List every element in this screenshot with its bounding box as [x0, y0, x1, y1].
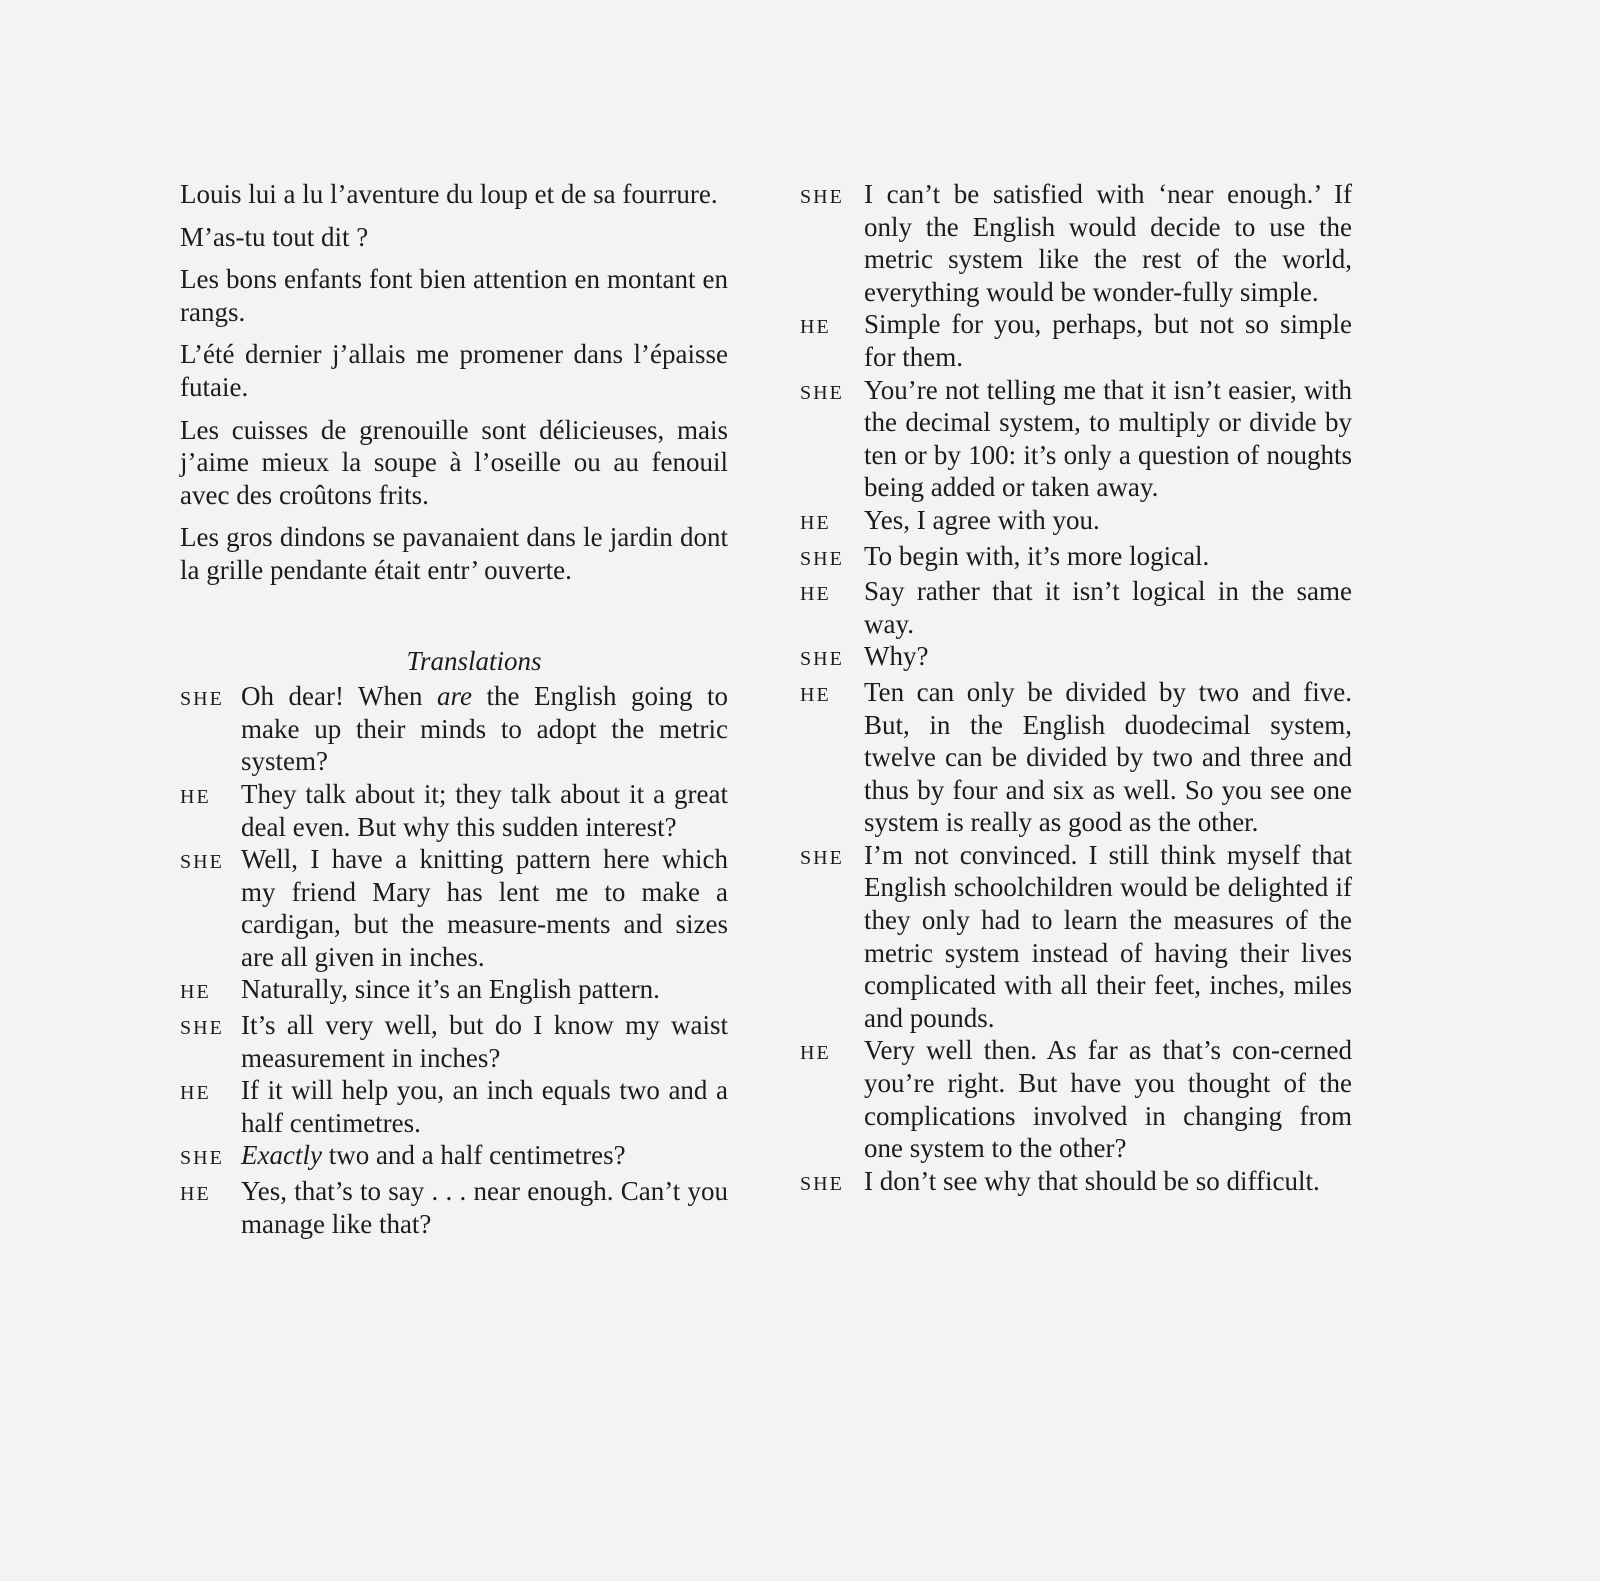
dialogue-line: [800, 1034, 1352, 1164]
french-sentence: Louis lui a lu l’aventure du loup et de sa fourrure.: [180, 179, 718, 209]
speaker-label: SHE: [800, 381, 844, 404]
dialogue-line: [800, 540, 1352, 576]
dialogue-text: I can’t be satisfied with ‘near enough.’ If only the English would decide to use the metric system like the rest of the world, everything would be wonder-fully simple.: [864, 179, 1352, 307]
right-column: [800, 178, 1352, 1200]
dialogue-text: Oh dear! When are the English going to make up their minds to adopt the metric system?: [241, 681, 728, 777]
dialogue-line: [800, 504, 1352, 540]
dialogue-text: Yes, I agree with you.: [864, 504, 1100, 535]
dialogue-text: To begin with, it’s more logical.: [864, 540, 1210, 571]
speaker-label: HE: [180, 1082, 211, 1105]
dialogue-text: Ten can only be divided by two and five. But, in the English duodecimal system, twelve can be divided by two and three and thus by four and six as well. So you see one system is really as good as the other.: [864, 676, 1352, 838]
dialogue-line: [180, 1175, 728, 1240]
left-column: [180, 178, 728, 1240]
dialogue-line: [800, 640, 1352, 676]
translations-heading: Translations: [406, 645, 542, 676]
dialogue-line: [800, 575, 1352, 640]
speaker-label: SHE: [800, 846, 844, 869]
dialogue-text: Yes, that’s to say . . . near enough. Can’t you manage like that?: [241, 1176, 728, 1239]
speaker-label: HE: [180, 981, 211, 1004]
french-sentence: M’as-tu tout dit ?: [180, 221, 369, 252]
speaker-label: SHE: [180, 1147, 224, 1170]
dialogue-line: [180, 778, 728, 843]
dialogue-line: [800, 178, 1352, 308]
french-sentence: Les cuisses de grenouille sont délicieuses, mais j’aime mieux la soupe à l’oseille ou au fenouil avec des croûtons frits.: [180, 414, 728, 510]
french-sentence: Les gros dindons se pavanaient dans le jardin dont la grille pendante était entr’ ouverte.: [180, 522, 728, 585]
dialogue-line: [800, 308, 1352, 373]
dialogue-text: You’re not telling me that it isn’t easier, with the decimal system, to multiply or divide by ten or by 100: it’s only a question of noughts being added or taken away.: [864, 374, 1352, 503]
speaker-label: SHE: [800, 648, 844, 671]
dialogue-right: [800, 178, 1352, 1200]
speaker-label: SHE: [180, 851, 224, 874]
dialogue-text: If it will help you, an inch equals two and a half centimetres.: [241, 1075, 728, 1138]
speaker-label: HE: [180, 1183, 211, 1206]
dialogue-text: Simple for you, perhaps, but not so simple for them.: [864, 309, 1352, 372]
dialogue-left: [180, 680, 728, 1240]
emphasis-text: are: [436, 681, 472, 712]
dialogue-line: [800, 1165, 1352, 1201]
dialogue-text: I’m not convinced. I still think myself that English schoolchildren would be delighted if they only had to learn the measures of the metric system instead of having their lives complicated with all their feet, inches, miles and pounds.: [864, 839, 1352, 1033]
speaker-label: HE: [800, 683, 831, 706]
french-sentence: L’été dernier j’allais me promener dans l’épaisse futaie.: [180, 339, 728, 402]
dialogue-text: Very well then. As far as that’s con-cerned you’re right. But have you thought of the complications involved in changing from one system to the other?: [864, 1035, 1352, 1164]
dialogue-line: [180, 1139, 728, 1175]
dialogue-line: [180, 843, 728, 973]
dialogue-text: Why?: [864, 641, 929, 672]
dialogue-text: They talk about it; they talk about it a great deal even. But why this sudden interest?: [241, 778, 728, 842]
dialogue-line: [180, 1074, 728, 1139]
speaker-label: HE: [180, 785, 211, 808]
dialogue-text: It’s all very well, but do I know my waist measurement in inches?: [241, 1010, 728, 1073]
speaker-label: SHE: [180, 1017, 224, 1040]
speaker-label: HE: [800, 583, 831, 606]
dialogue-line: [180, 1009, 728, 1074]
speaker-label: HE: [800, 511, 831, 534]
speaker-label: SHE: [800, 547, 844, 570]
speaker-label: HE: [800, 1042, 831, 1065]
speaker-label: SHE: [180, 688, 224, 711]
dialogue-text: Exactly two and a half centimetres?: [241, 1140, 626, 1171]
speaker-label: HE: [800, 316, 831, 339]
dialogue-line: [800, 676, 1352, 839]
emphasis-text: Exactly: [241, 1140, 322, 1171]
speaker-label: SHE: [800, 186, 844, 208]
dialogue-text: Well, I have a knitting pattern here which my friend Mary has lent me to make a cardigan, but the measure-ments and sizes are all given in inches.: [241, 844, 728, 972]
dialogue-line: [180, 680, 728, 778]
speaker-label: SHE: [800, 1172, 844, 1195]
dialogue-text: Say rather that it isn’t logical in the same way.: [864, 576, 1352, 639]
dialogue-line: [800, 839, 1352, 1035]
dialogue-text: Naturally, since it’s an English pattern.: [241, 974, 660, 1005]
dialogue-line: [800, 374, 1352, 504]
dialogue-line: [180, 973, 728, 1009]
dialogue-text: I don’t see why that should be so difficult.: [864, 1165, 1320, 1196]
french-sentence: Les bons enfants font bien attention en montant en rangs.: [180, 264, 728, 327]
